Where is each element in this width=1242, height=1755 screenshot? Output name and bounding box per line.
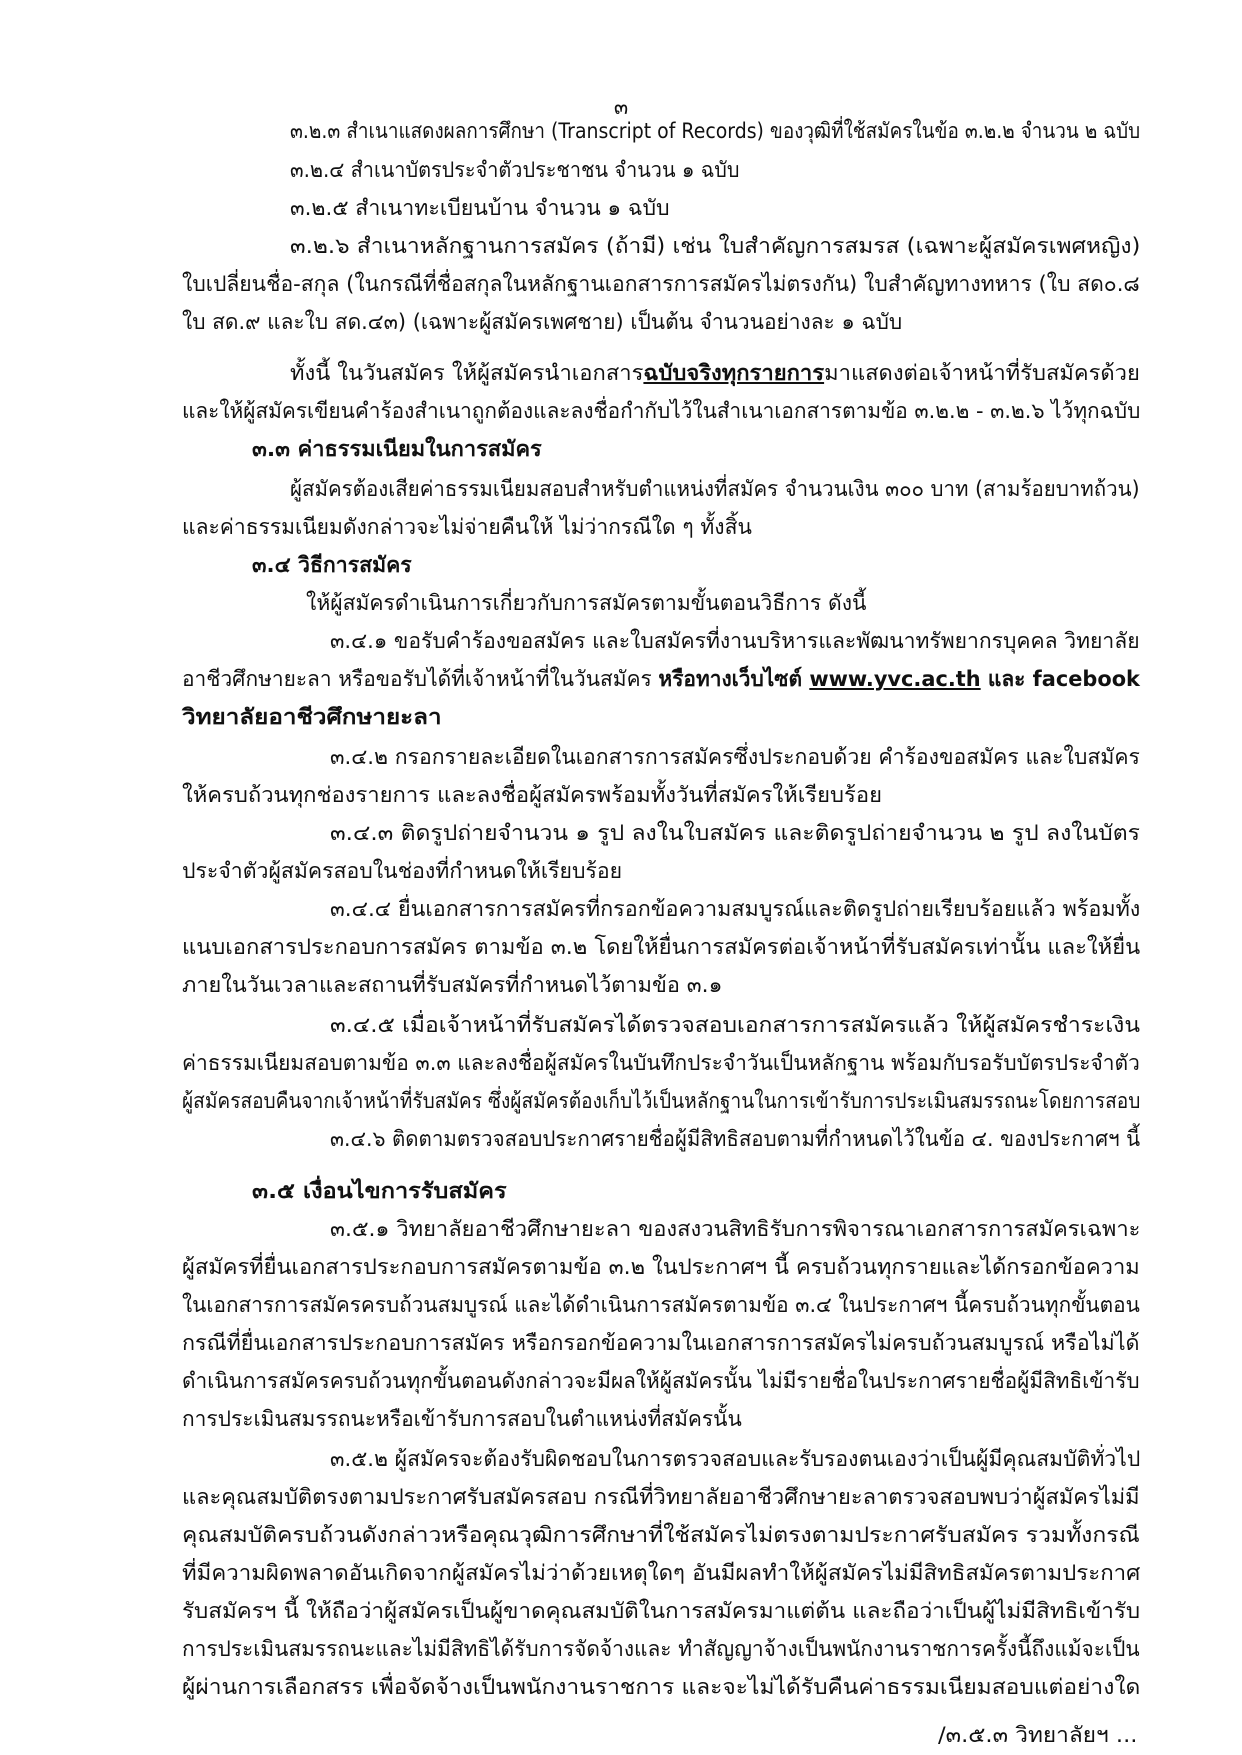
item-3-4-2-cont: ให้ครบถ้วนทุกช่องรายการ และลงชื่อผู้สมัครพร้อมทั้งวันที่สมัครให้เรียบร้อย	[182, 783, 883, 808]
item-3-4-4-cont-1: แนบเอกสารประกอบการสมัคร ตามข้อ ๓.๒ โดยให้ยื่นการสมัครต่อเจ้าหน้าที่รับสมัครเท่านั้น และให้ยื่น	[182, 935, 1141, 960]
website-link[interactable]: www.yvc.ac.th	[809, 667, 981, 692]
item-3-5-1-cont-3: กรณีที่ยื่นเอกสารประกอบการสมัคร หรือกรอกข้อความในเอกสารการสมัครไม่ครบถ้วนสมบูรณ์ หรือไม่ได้	[182, 1331, 1140, 1356]
item-3-2-6: ๓.๒.๖ สำเนาหลักฐานการสมัคร (ถ้ามี) เช่น ใบสำคัญการสมรส (เฉพาะผู้สมัครเพศหญิง)	[290, 234, 1141, 259]
item-3-5-2-cont-3: ที่มีความผิดพลาดอันเกิดจากผู้สมัครไม่ว่าด้วยเหตุใดๆ อันมีผลทำให้ผู้สมัครไม่มีสิทธิสมัครตามประกาศ	[182, 1561, 1141, 1586]
original-docs-note-cont: และให้ผู้สมัครเขียนคำร้องสำเนาถูกต้องและลงชื่อกำกับไว้ในสำเนาเอกสารตามข้อ ๓.๒.๒ - ๓.๒.๖ ไว้ทุกฉบับ	[182, 399, 1141, 424]
item-3-5-2: ๓.๕.๒ ผู้สมัครจะต้องรับผิดชอบในการตรวจสอบและรับรองตนเองว่าเป็นผู้มีคุณสมบัติทั่วไป	[330, 1447, 1141, 1472]
item-3-5-1: ๓.๕.๑ วิทยาลัยอาชีวศึกษายะลา ของสงวนสิทธิรับการพิจารณาเอกสารการสมัครเฉพาะ	[330, 1217, 1141, 1242]
original-docs-note-text: ทั้งนี้ ในวันสมัคร ให้ผู้สมัครนำเอกสาร	[290, 361, 644, 386]
item-3-2-3: ๓.๒.๓ สำเนาแสดงผลการศึกษา (Transcript of Records) ของวุฒิที่ใช้สมัครในข้อ ๓.๒.๒ จำนวน ๒ ฉบับ	[290, 119, 1141, 144]
original-docs-note-text-end: มาแสดงต่อเจ้าหน้าที่รับสมัครด้วย	[824, 361, 1140, 386]
item-3-2-5: ๓.๒.๕ สำเนาทะเบียนบ้าน จำนวน ๑ ฉบับ	[290, 196, 670, 221]
item-3-4-1-text: อาชีวศึกษายะลา หรือขอรับได้ที่เจ้าหน้าที่ในวันสมัคร	[182, 667, 659, 692]
item-3-5-1-cont-4: ดำเนินการสมัครครบถ้วนทุกขั้นตอนดังกล่าวจะมีผลให้ผู้สมัครนั้น ไม่มีรายชื่อในประกาศรายชื่อผู้มีสิทธิเข้ารับ	[182, 1369, 1140, 1394]
item-3-2-6-cont-2: ใบ สด.๙ และใบ สด.๔๓) (เฉพาะผู้สมัครเพศชาย) เป็นต้น จำนวนอย่างละ ๑ ฉบับ	[182, 310, 903, 335]
item-3-4-5-cont-1: ค่าธรรมเนียมสอบตามข้อ ๓.๓ และลงชื่อผู้สมัครในบันทึกประจำวันเป็นหลักฐาน พร้อมกับรอรับบัตรประจำตัว	[182, 1051, 1140, 1076]
item-3-4-1: ๓.๔.๑ ขอรับคำร้องขอสมัคร และใบสมัครที่งานบริหารและพัฒนาทรัพยากรบุคคล วิทยาลัย	[330, 629, 1140, 654]
fee-paragraph: ผู้สมัครต้องเสียค่าธรรมเนียมสอบสำหรับตำแหน่งที่สมัคร จำนวนเงิน ๓๐๐ บาท (สามร้อยบาทถ้วน)	[290, 477, 1140, 502]
item-3-4-1-cont	[182, 663, 1140, 697]
item-3-4-3-cont: ประจำตัวผู้สมัครสอบในช่องที่กำหนดให้เรียบร้อย	[182, 859, 623, 884]
facebook-page-name: วิทยาลัยอาชีวศึกษายะลา	[182, 705, 442, 730]
heading-3-5: ๓.๕ เงื่อนไขการรับสมัคร	[252, 1179, 507, 1204]
item-3-4-6: ๓.๔.๖ ติดตามตรวจสอบประกาศรายชื่อผู้มีสิทธิสอบตามที่กำหนดไว้ในข้อ ๔. ของประกาศฯ นี้	[330, 1127, 1141, 1152]
item-3-5-1-cont-5: การประเมินสมรรถนะหรือเข้ารับการสอบในตำแหน่งที่สมัครนั้น	[182, 1407, 742, 1432]
page-number: ๓	[613, 95, 629, 119]
application-intro: ให้ผู้สมัครดำเนินการเกี่ยวกับการสมัครตามขั้นตอนวิธีการ ดังนี้	[306, 591, 867, 616]
item-3-5-2-cont-2: คุณสมบัติครบถ้วนดังกล่าวหรือคุณวุฒิการศึกษาที่ใช้สมัครไม่ตรงตามประกาศรับสมัคร รวมทั้งกรณี	[182, 1523, 1140, 1548]
item-3-4-3: ๓.๔.๓ ติดรูปถ่ายจำนวน ๑ รูป ลงในใบสมัคร และติดรูปถ่ายจำนวน ๒ รูป ลงในบัตร	[330, 821, 1140, 846]
item-3-4-4: ๓.๔.๔ ยื่นเอกสารการสมัครที่กรอกข้อความสมบูรณ์และติดรูปถ่ายเรียบร้อยแล้ว พร้อมทั้ง	[330, 897, 1141, 922]
item-3-5-2-cont-6: ผู้ผ่านการเลือกสรร เพื่อจัดจ้างเป็นพนักงานราชการ และจะไม่ได้รับคืนค่าธรรมเนียมสอบแต่อย่างใด	[182, 1675, 1141, 1700]
item-3-4-4-cont-2: ภายในวันเวลาและสถานที่รับสมัครที่กำหนดไว้ตามข้อ ๓.๑	[182, 973, 723, 998]
website-label: หรือทางเว็บไซต์	[658, 667, 810, 692]
item-3-5-2-cont-1: และคุณสมบัติตรงตามประกาศรับสมัครสอบ กรณีที่วิทยาลัยอาชีวศึกษายะลาตรวจสอบพบว่าผู้สมัครไม่มี	[182, 1485, 1140, 1510]
item-3-2-6-cont-1: ใบเปลี่ยนชื่อ-สกุล (ในกรณีที่ชื่อสกุลในหลักฐานเอกสารการสมัครไม่ตรงกัน) ใบสำคัญทางทหาร (ใบ สด๐.๘	[182, 272, 1140, 297]
item-3-5-2-cont-4: รับสมัครฯ นี้ ให้ถือว่าผู้สมัครเป็นผู้ขาดคุณสมบัติในการสมัครมาแต่ต้น และถือว่าเป็นผู้ไม่มีสิทธิเข้ารับ	[182, 1599, 1141, 1624]
item-3-5-2-cont-5: การประเมินสมรรถนะและไม่มีสิทธิได้รับการจัดจ้างและ ทำสัญญาจ้างเป็นพนักงานราชการครั้งนี้ถึงแม้จะเป็น	[182, 1637, 1140, 1662]
continuation-marker: /๓.๕.๓ วิทยาลัยฯ ...	[938, 1723, 1138, 1748]
item-3-5-1-cont-1: ผู้สมัครที่ยื่นเอกสารประกอบการสมัครตามข้อ ๓.๒ ในประกาศฯ นี้ ครบถ้วนทุกรายและได้กรอกข้อความ	[182, 1255, 1140, 1280]
item-3-2-4: ๓.๒.๔ สำเนาบัตรประจำตัวประชาชน จำนวน ๑ ฉบับ	[290, 158, 740, 183]
facebook-label: และ facebook	[980, 667, 1140, 692]
fee-paragraph-cont: และค่าธรรมเนียมดังกล่าวจะไม่จ่ายคืนให้ ไม่ว่ากรณีใด ๆ ทั้งสิ้น	[182, 515, 752, 540]
heading-3-4: ๓.๔ วิธีการสมัคร	[252, 553, 412, 578]
item-3-4-5-cont-2: ผู้สมัครสอบคืนจากเจ้าหน้าที่รับสมัคร ซึ่งผู้สมัครต้องเก็บไว้เป็นหลักฐานในการเข้ารับการประเมินสมรรถนะโดยการสอบ	[182, 1089, 1141, 1114]
original-docs-emphasis: ฉบับจริงทุกรายการ	[643, 361, 825, 386]
item-3-5-1-cont-2: ในเอกสารการสมัครครบถ้วนสมบูรณ์ และได้ดำเนินการสมัครตามข้อ ๓.๔ ในประกาศฯ นี้ครบถ้วนทุกขั้นตอน	[182, 1293, 1140, 1318]
heading-3-3: ๓.๓ ค่าธรรมเนียมในการสมัคร	[252, 437, 542, 462]
item-3-4-5: ๓.๔.๕ เมื่อเจ้าหน้าที่รับสมัครได้ตรวจสอบเอกสารการสมัครแล้ว ให้ผู้สมัครชำระเงิน	[330, 1013, 1140, 1038]
original-docs-note	[290, 357, 1140, 391]
item-3-4-2: ๓.๔.๒ กรอกรายละเอียดในเอกสารการสมัครซึ่งประกอบด้วย คำร้องขอสมัคร และใบสมัคร	[330, 745, 1140, 770]
